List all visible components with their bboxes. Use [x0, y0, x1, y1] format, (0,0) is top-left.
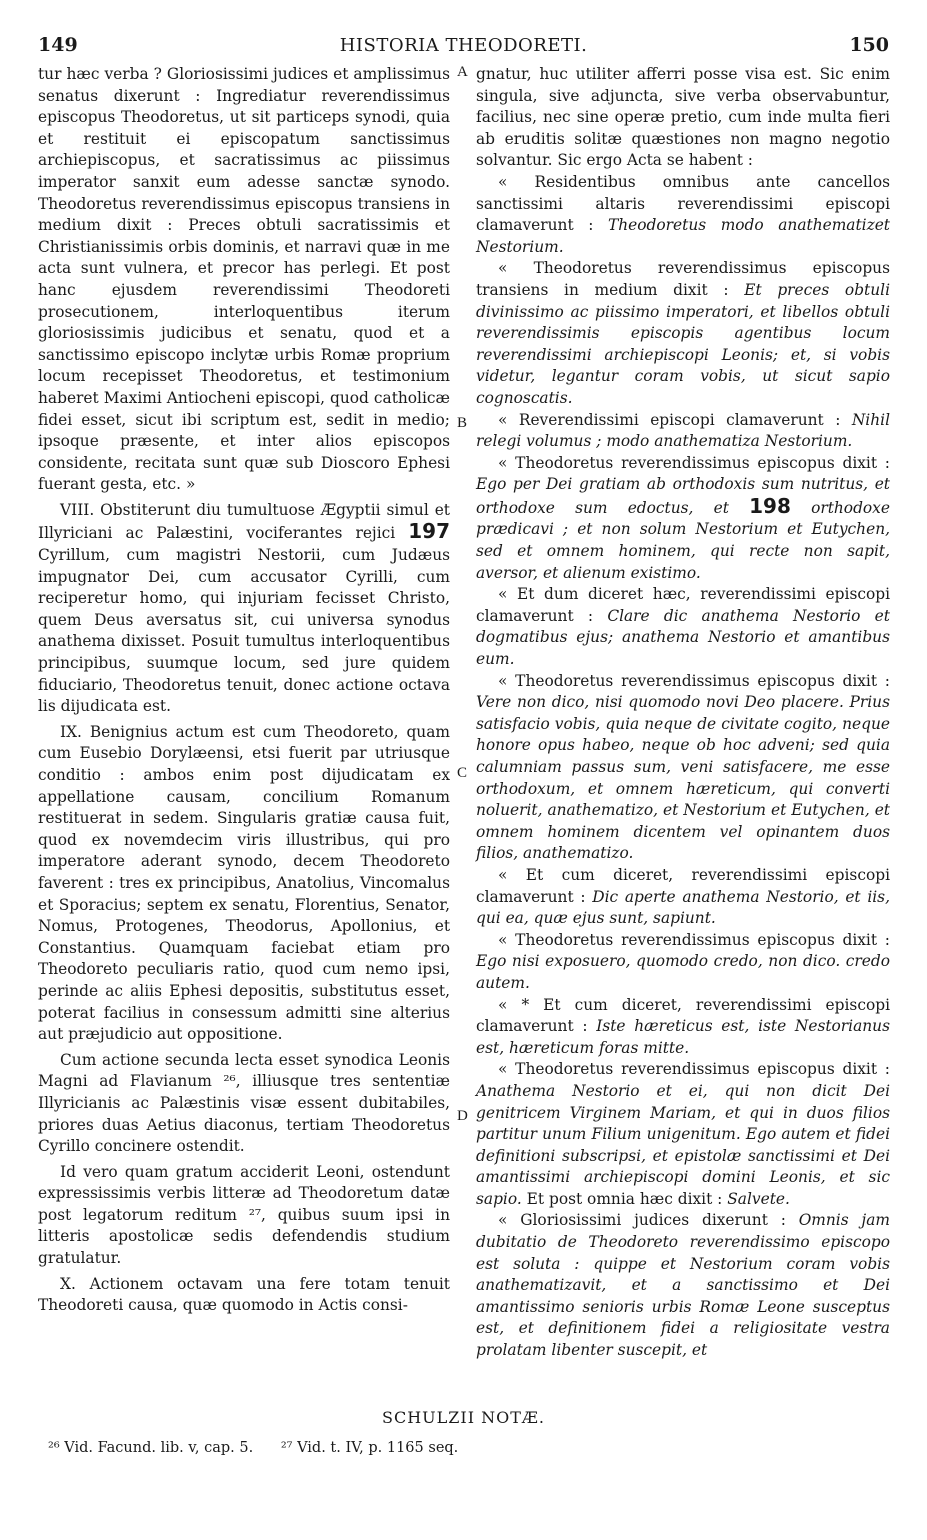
- acta-paragraph: « Theodoretus reverendissimus episcopus dixit : Ego nisi exposuero, quomodo credo, non dico. credo autem.: [476, 930, 890, 992]
- footnotes: [48, 1440, 888, 1456]
- margin-letter-c: C: [457, 765, 468, 781]
- column-marker-198: 198: [749, 493, 791, 518]
- acta-paragraph: « Theodoretus reverendissimus episcopus dixit : Anathema Nestorio et ei, qui non dicit Dei genitricem Virginem Mariam, et qui in duos filios partitur unum Filium unigenitum. Ego autem et fidei definitioni subscripsi, et epistolæ sanctissimi et Dei amantissimi archiepiscopi domini Leonis, et sic sapio. Et post omnia hæc dixit : Salvete.: [476, 1060, 890, 1208]
- acta-paragraph: « * Et cum diceret, reverendissimi episcopi clamaverunt : Iste hæreticus est, iste Nestorianus est, hæreticum foras mitte.: [476, 995, 890, 1057]
- paragraph-viii: VIII. Obstiterunt diu tumultuose Ægyptii simul et Illyriciani ac Palæstini, vociferantes rejici 197 Cyrillum, cum magistri Nestorii, cum Judæus impugnator Dei, cum accusator Cyrilli, cum reciperetur homo, qui injuriam fecisset Christo, quem Deus aversatus sit, cui universa synodus anathema dixisset. Posuit tumultus interloquentibus principibus, suumque locum, sed jure quidem fiduciario, Theodoretus tenuit, donec actione octava lis dijudicata est.: [38, 500, 450, 716]
- paragraph: Id vero quam gratum acciderit Leoni, ostendunt expressissimis verbis litteræ ad Theodoretum datæ post legatorum reditum ²⁷, quibus suum ipsi in litteris apostolicæ sedis defendendis studium gratulatur.: [38, 1162, 450, 1268]
- column-marker-197: 197: [408, 519, 450, 544]
- margin-letter-d: D: [457, 1108, 468, 1124]
- paragraph-x: X. Actionem octavam una fere totam tenuit Theodoreti causa, quæ quomodo in Actis consi-: [38, 1274, 450, 1315]
- acta-paragraph: « Et dum diceret hæc, reverendissimi episcopi clamaverunt : Clare dic anathema Nestorio et dogmatibus ejus; anathema Nestorio et amantibus eum.: [476, 585, 890, 669]
- page-number-right: 150: [849, 34, 889, 56]
- acta-paragraph: « Et cum diceret, reverendissimi episcopi clamaverunt : Dic aperte anathema Nestorio, et iis, qui ea, quæ ejus sunt, sapiunt.: [476, 865, 890, 928]
- paragraph: Cum actione secunda lecta esset synodica Leonis Magni ad Flavianum ²⁶, illiusque tres sententiæ Illyricianis ac Palæstinis visæ essent dubitabiles, priores duas Aetius diaconus, tertiam Theodoretus Cyrillo concinere ostendit.: [38, 1050, 450, 1156]
- left-column: [38, 64, 450, 1317]
- running-title: HISTORIA THEODORETI.: [339, 35, 588, 56]
- paragraph: gnatur, huc utiliter afferri posse visa est. Sic enim singula, sive adjuncta, sive verba observabuntur, facilius, nec sine operæ pretio, cum inde multa fieri ab eruditis solitæ quæstiones non magno negotio solvantur. Sic ergo Acta se habent :: [476, 65, 890, 170]
- paragraph-ix: IX. Benignius actum est cum Theodoreto, quam cum Eusebio Dorylæensi, etsi fuerit par utriusque conditio : ambos enim post dijudicatam ex appellatione causam, concilium Romanum restituerat in sedem. Singularis gratiæ causa fuit, quod ex novemdecim viris illustribus, qui pro imperatore aderant synodo, decem Theodoreto faverent : tres ex principibus, Anatolius, Vincomalus et Sporacius; septem ex senatu, Florentius, Senator, Nomus, Protogenes, Theodorus, Apollonius, et Constantius. Quamquam faciebat etiam pro Theodoreto peculiaris ratio, quod cum nemo ipsi, perinde ac aliis Ephesi depositis, substitutus esset, poterat facilius in consessum admitti sine alterius aut præjudicio aut oppositione.: [38, 722, 450, 1044]
- paragraph: tur hæc verba ? Gloriosissimi judices et amplissimus senatus dixerunt : Ingrediatur reverendissimus episcopus Theodoretus, ut sit particeps synodi, quia et restituit ei episcopatum sanctissimus archiepiscopus, et sacratissimus ac piissimus imperator sanxit eum adesse sanctæ synodo. Theodoretus reverendissimus episcopus transiens in medium dixit : Preces obtuli sacratissimis et Christianissimis orbis dominis, et narravi quæ in me acta sunt vulnera, et precor has perlegi. Et post hanc ejusdem reverendissimi Theodoreti prosecutionem, interloquentibus iterum gloriosissimis judicibus et senatu, quod et a sanctissimo episcopo inclytæ urbis Romæ proprium locum recepisset Theodoretus, et testimonium haberet Maximi Antiocheni episcopi, quod catholicæ fidei esset, sicut ibi scriptum est, sedit in medio; ipsoque præsente, et inter alios episcopos considente, recitata sunt quæ sub Dioscoro Ephesi fuerant gesta, etc. »: [38, 65, 450, 494]
- margin-letter-b: B: [457, 415, 468, 431]
- acta-paragraph: « Theodoretus reverendissimus episcopus transiens in medium dixit : Et preces obtuli divinissimo ac piissimo imperatori, et libellos obtuli reverendissimis episcopis agentibus locum reverendissimi archiepiscopi Leonis; et, si vobis videtur, legantur coram vobis, ut sicut sapio cognoscatis.: [476, 259, 890, 407]
- acta-paragraph: « Theodoretus reverendissimus episcopus dixit : Ego per Dei gratiam ab orthodoxis sum nutritus, et orthodoxe sum edoctus, et 198 orthodoxe prædicavi ; et non solum Nestorium et Eutychen, sed et omnem hominem, qui recte non sapit, aversor, et alienum existimo.: [476, 453, 890, 582]
- running-header: [38, 34, 889, 58]
- page-number-left: 149: [38, 34, 78, 56]
- acta-paragraph: « Reverendissimi episcopi clamaverunt : Nihil relegi volumus ; modo anathematiza Nestorium.: [476, 410, 890, 451]
- margin-letter-a: A: [457, 64, 468, 80]
- acta-paragraph: « Residentibus omnibus ante cancellos sanctissimi altaris reverendissimi episcopi clamaverunt : Theodoretus modo anathematizet Nestorium.: [476, 172, 890, 256]
- footnote-27: ²⁷ Vid. t. IV, p. 1165 seq.: [280, 1440, 459, 1456]
- acta-paragraph: « Gloriosissimi judices dixerunt : Omnis jam dubitatio de Theodoreto reverendissimo episcopo est soluta : quippe et Nestorium coram vobis anathematizavit, et a sanctissimo et Dei amantissimo senioris urbis Romæ Leone susceptus est, et definitionem fidei a religiositate vestra prolatam libenter suscepit, et: [476, 1211, 890, 1360]
- footnote-26: ²⁶ Vid. Facund. lib. v, cap. 5.: [48, 1440, 254, 1456]
- notes-heading: SCHULZII NOTÆ.: [382, 1408, 545, 1427]
- acta-paragraph: « Theodoretus reverendissimus episcopus dixit : Vere non dico, nisi quomodo novi Deo placere. Prius satisfacio vobis, quia neque de civitate cogito, neque honore opus habeo, neque ob hoc adveni; sed quia calumniam passus sum, veni satisfacere, me esse orthodoxum, et omnem hæreticum, qui converti noluerit, anathematizo, et Nestorium et Eutychen, et omnem hominem dicentem vel opinantem duos filios, anathematizo.: [476, 671, 890, 863]
- right-column: [476, 64, 890, 1362]
